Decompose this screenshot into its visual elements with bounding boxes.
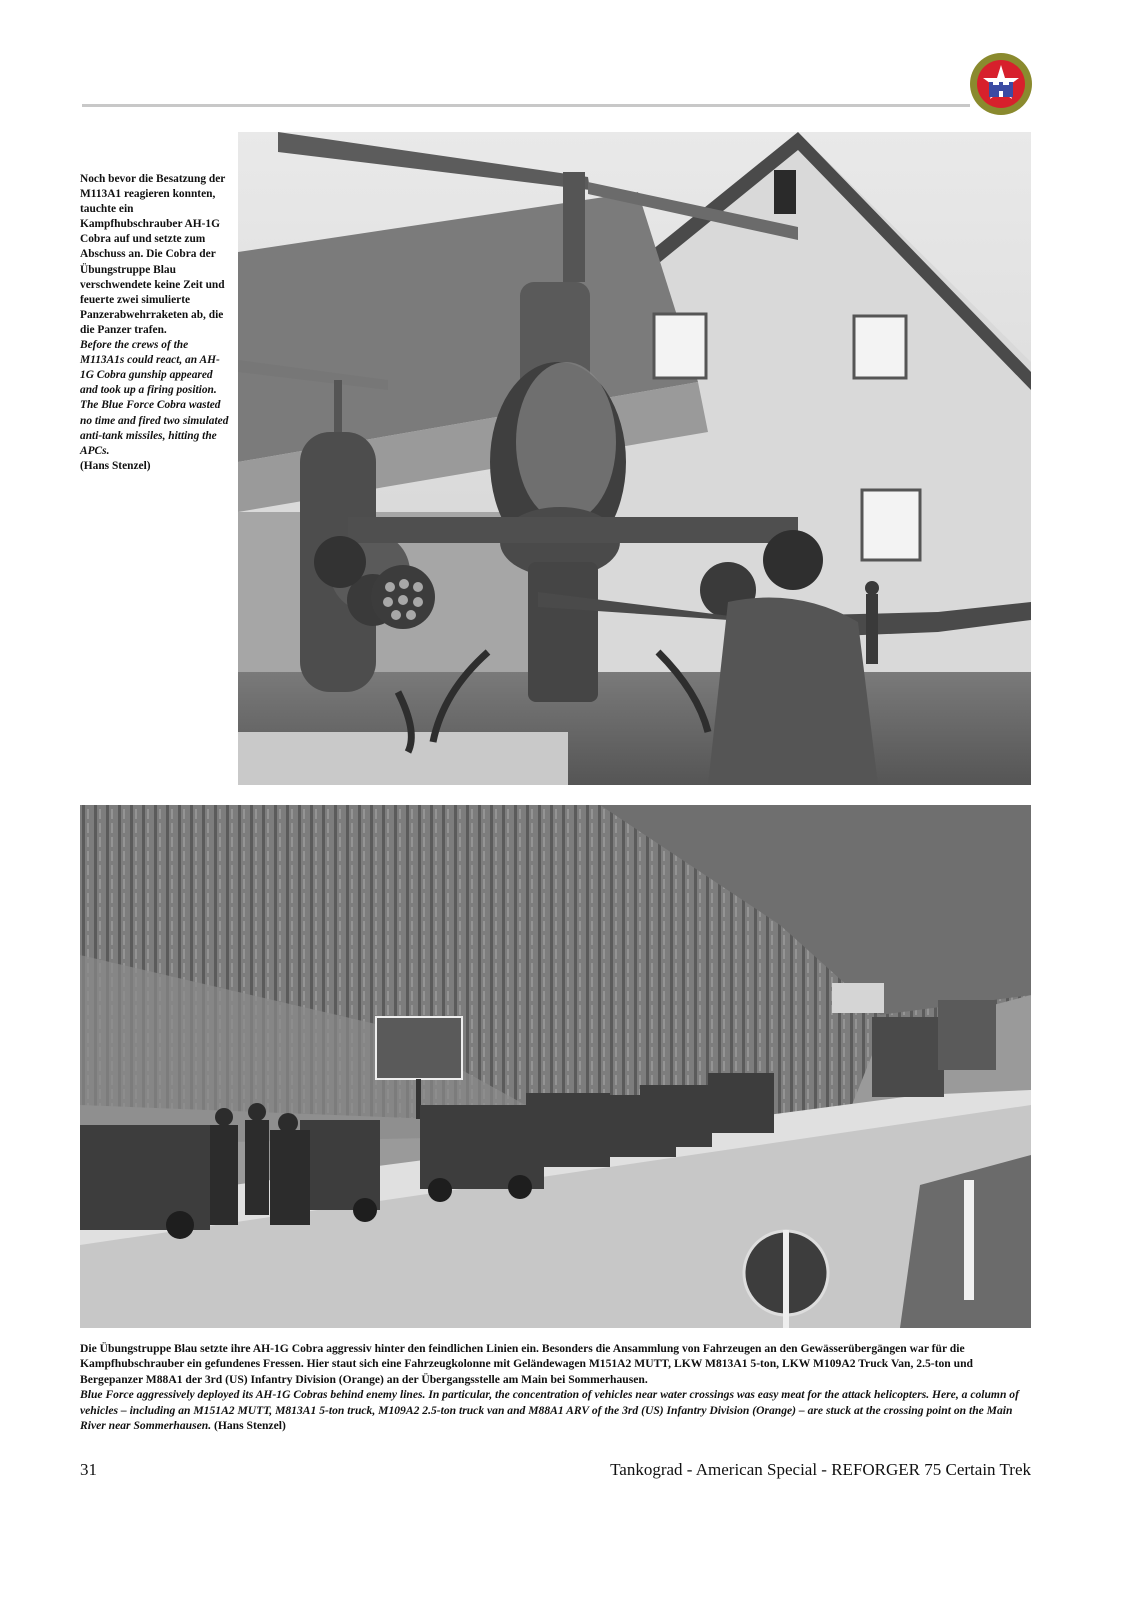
bottom-caption [80, 1341, 1035, 1433]
bottom-caption-credit: (Hans Stenzel) [214, 1419, 286, 1433]
bottom-caption-german: Die Übungstruppe Blau setzte ihre AH-1G Cobra aggressiv hinter den feindlichen Linien ein. Besonders die Ansammlung von Fahrzeugen an den Gewässerübergängen war für die Kampfhubschrauber ein gefundenes Fressen. Hier staut sich eine Fahrzeugkolonne mit Geländewagen M151A2 MUTT, LKW M813A1 5-ton, LKW M109A2 Truck Van, 2.5-ton und Bergepanzer M88A1 der 3rd (US) Infantry Division (Orange) an der Übergangsstelle am Main bei Sommerhausen. [80, 1342, 973, 1386]
bottom-caption-english-text: Blue Force aggressively deployed its AH-1G Cobras behind enemy lines. In particular, the concentration of vehicles near water crossings was easy meat for the attack helicopters. Here, a column of vehicles – including an M151A2 MUTT, M813A1 5-ton truck, M109A2 2.5-ton truck van and M88A1 ARV of the 3rd (US) Infantry Division (Orange) – are stuck at the crossing point on the Main River near Sommerhausen. [80, 1388, 1019, 1433]
side-caption-credit: (Hans Stenzel) [80, 459, 151, 472]
side-caption-german: Noch bevor die Besatzung der M113A1 reagieren konnten, tauchte ein Kampfhubschrauber AH-1G Cobra auf und setzte zum Abschuss an. Die Cobra der Übungstruppe Blau verschwendete keine Zeit und feuerte zwei simulierte Panzerabwehrraketen ab, die die Panzer trafen. [80, 173, 226, 336]
page-number: 31 [80, 1460, 97, 1479]
cobra-helicopter-photo [238, 132, 1031, 785]
bottom-caption-english [80, 1387, 1035, 1433]
header-rule [82, 104, 970, 107]
side-caption-english: Before the crews of the M113A1s could react, an AH-1G Cobra gunship appeared and took up a firing position. The Blue Force Cobra wasted no time and fired two simulated anti-tank missiles, hitting the APCs. [80, 339, 229, 457]
running-footer: Tankograd - American Special - REFORGER 75 Certain Trek [610, 1460, 1031, 1479]
side-caption [80, 172, 230, 474]
corps-insignia-icon [969, 52, 1033, 116]
vehicle-column-photo [80, 805, 1031, 1328]
